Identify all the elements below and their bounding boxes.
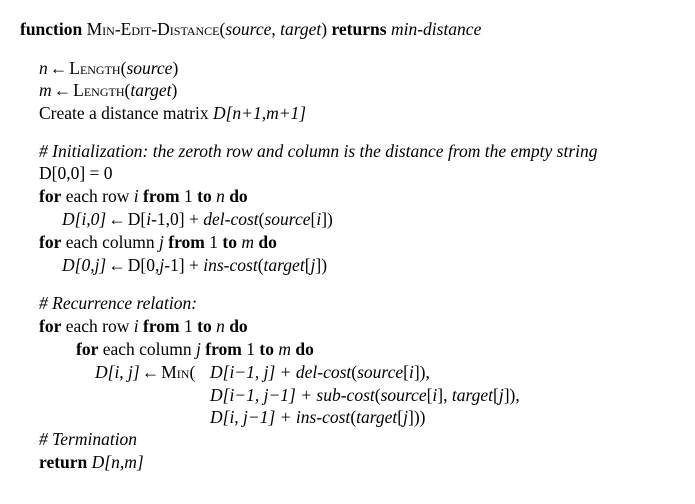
length-fn: Length xyxy=(69,58,121,78)
line-return xyxy=(39,451,144,473)
assign-arrow: ← xyxy=(108,255,126,275)
assign-arrow: ← xyxy=(141,362,160,382)
literal-one: 1 xyxy=(241,339,260,359)
keyword-to: to xyxy=(259,339,274,359)
line-m-length: m ← Length(target) xyxy=(39,80,178,100)
recurrence-term-insert: D[i, j−1] + ins-cost(target[j])) xyxy=(210,407,426,427)
var-i: i xyxy=(133,186,139,206)
rhs-part: -1] + xyxy=(164,255,204,275)
length-fn: Length xyxy=(73,80,125,100)
del-cost-fn: del-cost xyxy=(295,362,352,382)
keyword-return: return xyxy=(39,452,88,472)
arg-source: source xyxy=(357,362,404,382)
rec-term-1: D[i−1, j] + xyxy=(210,362,296,382)
arg-source: source xyxy=(126,58,173,78)
assign-arrow: ← xyxy=(53,80,72,100)
keyword-do: do xyxy=(295,339,314,359)
rec-term-2: D[i−1, j−1] + xyxy=(210,385,317,405)
arg-target: target xyxy=(130,80,172,100)
comma: , xyxy=(271,19,281,39)
recurrence-term-delete: D[i−1, j] + del-cost(source[i]), xyxy=(210,362,430,382)
keyword-returns: returns xyxy=(331,19,387,39)
del-cost-fn: del-cost xyxy=(203,209,259,229)
open-paren: ( xyxy=(219,19,226,39)
literal-one: 1 xyxy=(179,316,198,336)
line-recurrence-1: D[i, j] ← Min( xyxy=(95,362,196,382)
each-column-text: each column xyxy=(61,232,160,252)
var-m: m xyxy=(39,80,52,100)
row-init-lhs: D[i,0] xyxy=(62,209,107,229)
keyword-do: do xyxy=(258,232,277,252)
var-j: j xyxy=(196,339,201,359)
var-i: i xyxy=(408,362,414,382)
ins-cost-fn: ins-cost xyxy=(203,255,258,275)
keyword-function: function xyxy=(20,19,83,39)
keyword-for: for xyxy=(76,339,99,359)
return-value: D[n,m] xyxy=(91,452,144,472)
keyword-for: for xyxy=(39,232,62,252)
var-i: i xyxy=(432,385,438,405)
arg-target: target xyxy=(263,255,305,275)
rec-term-3: D[i, j−1] + xyxy=(210,407,296,427)
assign-arrow: ← xyxy=(108,209,126,229)
keyword-do: do xyxy=(229,186,248,206)
keyword-from: from xyxy=(205,339,242,359)
var-m: m xyxy=(278,339,291,359)
assign-arrow: ← xyxy=(49,58,68,78)
keyword-for: for xyxy=(39,316,62,336)
recurrence-term-substitute: D[i−1, j−1] + sub-cost(source[i], target[j]), xyxy=(210,385,520,405)
line-for-col-init xyxy=(39,231,277,253)
rec-lhs: D[i, j] xyxy=(95,362,140,382)
keyword-from: from xyxy=(143,316,180,336)
arg-source: source xyxy=(380,385,427,405)
arg-target: target xyxy=(451,385,494,405)
sub-cost-fn: sub-cost xyxy=(316,385,375,405)
keyword-to: to xyxy=(222,232,237,252)
line-for-row-init xyxy=(39,185,248,207)
arg-source: source xyxy=(264,209,311,229)
param-source: source xyxy=(225,19,272,39)
create-text: Create a distance matrix xyxy=(39,103,213,123)
keyword-from: from xyxy=(168,232,205,252)
var-i: i xyxy=(133,316,139,336)
rhs-part: D[ xyxy=(127,209,147,229)
line-for-col-rec xyxy=(76,338,314,360)
each-row-text: each row xyxy=(61,316,134,336)
each-column-text: each column xyxy=(98,339,197,359)
literal-one: 1 xyxy=(204,232,223,252)
line-row-init-body: D[i,0] ← D[i-1,0] + del-cost(source[i]) xyxy=(62,209,333,229)
param-target: target xyxy=(280,19,322,39)
var-n: n xyxy=(216,316,225,336)
matrix-decl: D[n+1,m+1] xyxy=(212,103,307,123)
var-n: n xyxy=(39,58,48,78)
rhs-part: -1,0] + xyxy=(151,209,204,229)
col-init-lhs: D[0,j] xyxy=(62,255,107,275)
comment-recurrence: # Recurrence relation: xyxy=(39,293,198,313)
var-j: j xyxy=(498,385,504,405)
keyword-to: to xyxy=(197,316,212,336)
comment-initialization: # Initialization: the zeroth row and column is the distance from the empty string xyxy=(39,141,598,161)
keyword-for: for xyxy=(39,186,62,206)
var-j: j xyxy=(403,407,408,427)
each-row-text: each row xyxy=(61,186,134,206)
comment-termination: # Termination xyxy=(39,429,138,449)
rhs-var-j: j xyxy=(159,255,165,275)
line-n-length: n ← Length(source) xyxy=(39,58,179,78)
var-m: m xyxy=(241,232,254,252)
var-n: n xyxy=(216,186,225,206)
keyword-to: to xyxy=(197,186,212,206)
rhs-var-i: i xyxy=(146,209,152,229)
function-header xyxy=(20,18,481,40)
close-paren: ) xyxy=(321,19,328,39)
keyword-do: do xyxy=(229,316,248,336)
min-fn: Min xyxy=(161,362,190,382)
return-name: min-distance xyxy=(390,19,482,39)
literal-one: 1 xyxy=(179,186,198,206)
var-j: j xyxy=(310,255,316,275)
var-i: i xyxy=(316,209,322,229)
rhs-part: D[0, xyxy=(127,255,160,275)
line-col-init-body: D[0,j] ← D[0,j-1] + ins-cost(target[j]) xyxy=(62,255,328,275)
line-create-matrix xyxy=(39,102,306,124)
line-d00: D[0,0] = 0 xyxy=(39,163,113,183)
ins-cost-fn: ins-cost xyxy=(295,407,351,427)
var-j: j xyxy=(159,232,164,252)
function-name: Min-Edit-Distance xyxy=(86,19,220,39)
keyword-from: from xyxy=(143,186,180,206)
arg-target: target xyxy=(356,407,398,427)
line-for-row-rec xyxy=(39,315,248,337)
